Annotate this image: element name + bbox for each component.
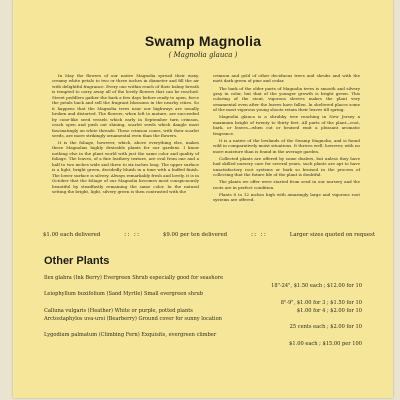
left-column [52,73,199,196]
price-line [43,232,375,238]
plant-description: Ilex glabra (Ink Berry) Evergreen Shrub especially good for seashore [44,275,224,281]
plant-description: Calluna vulgaris (Heather) White or purple, potted plants [44,307,193,314]
right-paragraph-6: The plants we offer were started from seed in our nursery and the roots are in perfect condition. [213,179,360,190]
right-column [213,73,360,204]
list-item [44,307,362,315]
right-paragraph-7: Plants 8 to 12 inches high with amazingly large and vigorous root systems are offered. [213,191,360,203]
list-item [44,290,362,306]
plant-description: Arctostaphylos uva-ursi (Bearberry) Ground cover for sunny location [44,316,222,323]
right-paragraph-2: The bark of the older parts of Magnolia trees is smooth and silvery gray in color, but that of the younger growth is bright green. This coloring of the stout, vigorous sleeves makes the plant very ornamental even after the leaves have fallen. In sheltered places some of the most vigorous young shoots retain their leaves till spring. [213,85,360,113]
plant-price: 8"-9", $1.00 for 3 ; $1.50 for 10 [280,299,362,306]
left-paragraph-1: In May the flowers of our native Magnolia spread their waxy, creamy white petals to two or three inches in diameter and fill the air with delightful fragrance. Every one within reach of their balmy breath is tempted to carry away all of the lovely flowers that can be reached. Street peddlers gather the bark a few days before ready to open, force the petals back and sell the fragrant blossoms in the nearby cities. So it happens that the Magnolia trees near our highways are usually broken and distorted. The flowers, when left to mature, are succeeded by cone-like seed vessels which early in September turn crimson, crack open and push out shining, scarlet seeds which dangle most fascinatingly on white threads. These crimson cones, with their scarlet seeds, are more strikingly ornamental even than the flowers. [52,73,199,138]
left-paragraph-2: It is the foliage, however, which, above everything else, makes these Magnolias highly desirable plants for our gardens. I know nothing else in the plant world with just the same color and quality of foliage. The leaves, of a fine leathery texture, are oval from one and a half to two inches wide and three to six inches long. The upper surface is a light, bright green, decidedly bluish in a tone with a buffed finish. The lower surface is silvery. Always remarkably fresh and lovely, it is in October that the foliage of our Magnolia becomes most conspicuously beautiful by steadfastly remaining the same color. In the natural setting the bright, light, silvery green is then contrasted with the [52,140,199,195]
price-separator-2: :: :: [250,232,267,238]
list-item [44,331,362,347]
price-larger: Larger sizes quoted on request [289,232,375,238]
right-paragraph-4: It is a native of the lowlands of the Swamp Magnolia, and is found wild in comparatively moist situations. It thrives well, however, with no more moisture than is found in the average garden. [213,137,360,154]
plant-price: 25 cents each ; $2.00 for 10 [289,324,362,331]
price-ten: $9.00 per ten delivered [162,232,228,238]
catalog-page [13,0,393,398]
price-each: $1.00 each delivered [43,232,101,238]
page-subtitle: ( Magnolia glauca ) [168,51,238,59]
list-item [44,274,362,290]
plant-price: 18"-24", $1.50 each ; $12.00 for 10 [271,283,362,290]
page-title: Swamp Magnolia [144,33,262,49]
list-item [44,315,362,331]
plant-price: $1.00 each ; $15.00 per 100 [289,340,362,347]
plant-price: $1.00 for 4 ; $2.00 for 10 [296,307,362,314]
other-plants-heading: Other Plants [44,255,110,267]
price-separator-1: :: :: [123,232,140,238]
right-paragraph-1: crimson and gold of other deciduous trees and shrubs and with the mott dark green of pine and cedar. [213,73,360,84]
right-paragraph-5: Collected plants are offered by some dealers, but unless they have had skilled nursery care for several years, such plants are apt to have unsatisfactory root systems or bark so bruised in the process of collecting that the future life of the plant is doubtful. [213,155,360,178]
plant-description: Lygodium palmatum (Climbing Fern) Exquisite, evergreen climber [44,332,217,339]
right-paragraph-3: Magnolia glauca is a shrubby tree reaching in New Jersey a maximum height of twenty to thirty feet. All parts of the plant—root, bark, or leaves—when cut or bruised emit a pleasant aromatic fragrance. [213,114,360,136]
other-plants-list [44,274,362,348]
plant-description: Leiophyllum buxifolium (Sand Myrtle) Small evergreen shrub [44,291,204,298]
